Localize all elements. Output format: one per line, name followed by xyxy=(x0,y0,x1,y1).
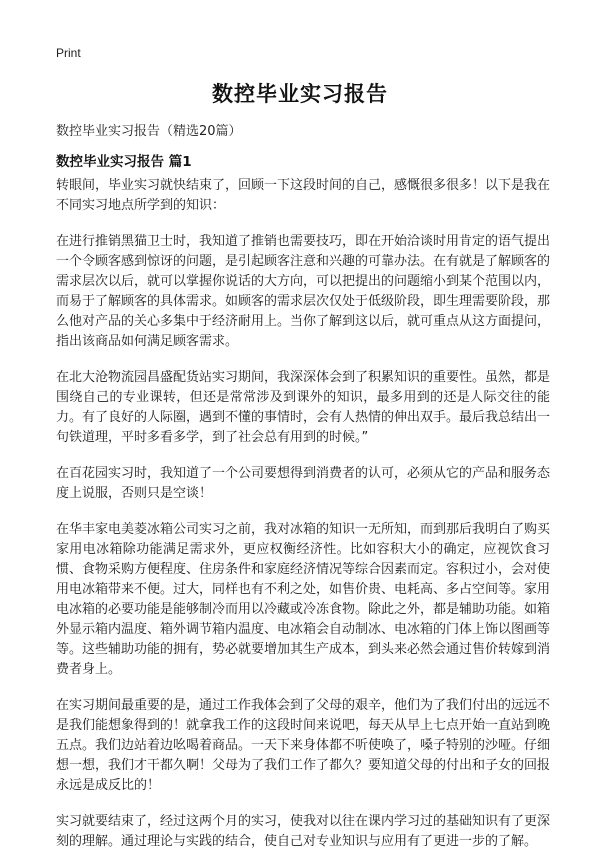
paragraph: 在北大沧物流园昌盛配货站实习期间，我深深体会到了积累知识的重要性。虽然，都是围绕自己的专业课转，但还是常常涉及到课外的知识，最多用到的还是人际交往的能力。有了良好的人际圈，遇到不懂的事情时，会有人热情的伸出双手。最后我总结出一句铁道理，平时多看多学，到了社会总有用到的时候。” xyxy=(56,370,551,445)
article-body xyxy=(56,176,550,868)
paragraph: 实习就要结束了，经过这两个月的实习，使我对以往在课内学习过的基础知识有了更深刻的理解。通过理论与实践的结合，使自己对专业知识与应用有了更进一步的了解。 xyxy=(56,814,551,849)
paragraph: 转眼间，毕业实习就快结束了，回顾一下这段时间的自己，感慨很多很多！以下是我在不同实习地点所学到的知识： xyxy=(56,178,551,213)
paragraph: 在实习期间最重要的是，通过工作我体会到了父母的艰辛，他们为了我们付出的远远不是我们能想象得到的！就拿我工作的这段时间来说吧，每天从早上七点开始一直站到晚五点。我们边站着边吆喝着商品。一天下来身体都不听使唤了，嗓子特别的沙哑。仔细想一想，我们才干都久啊！父母为了我们工作了都久？要知道父母的付出和子女的回报永远是成反比的！ xyxy=(56,698,551,793)
document-subtitle: 数控毕业实习报告（精选20篇） xyxy=(56,124,242,139)
paragraph: 在进行推销黑猫卫士时，我知道了推销也需要技巧，即在开始洽谈时用肯定的语气提出一个令顾客感到惊讶的问题，是引起顾客注意和兴趣的可靠办法。在有就是了解顾客的需求层次以后，就可以掌握你说话的大方向，可以把提出的问题缩小到某个范围以内，而易于了解顾客的具体需求。如顾客的需求层次仅处于低级阶段，即生理需要阶段，那么他对产品的关心多集中于经济耐用上。当你了解到这以后，就可重点从这方面提问，指出该商品如何满足顾客需求。 xyxy=(56,234,551,349)
print-label[interactable]: Print xyxy=(56,46,81,60)
paragraph: 在百花园实习时，我知道了一个公司要想得到消费者的认可，必须从它的产品和服务态度上说服，否则只是空谈！ xyxy=(56,466,551,501)
document-title: 数控毕业实习报告 xyxy=(212,82,388,106)
section-heading: 数控毕业实习报告 篇1 xyxy=(56,154,192,170)
paragraph: 在华丰家电美菱冰箱公司实习之前，我对冰箱的知识一无所知，而到那后我明白了购买家用电冰箱除功能满足需求外，更应权衡经济性。比如容积大小的确定，应视饮食习惯、食物采购方便程度、住房条件和家庭经济情况等综合因素而定。容积过小，会对使用电冰箱带来不便。过大，同样也有不利之处，如售价贵、电耗高、多占空间等。家用电冰箱的必要功能是能够制冷而用以冷藏或冷冻食物。除此之外，都是辅助功能。如箱外显示箱内温度、箱外调节箱内温度、电冰箱会自动制冰、电冰箱的门体上饰以图画等等。这些辅助功能的拥有，势必就要增加其生产成本，到头来必然会通过售价转嫁到消费者身上。 xyxy=(56,522,551,677)
